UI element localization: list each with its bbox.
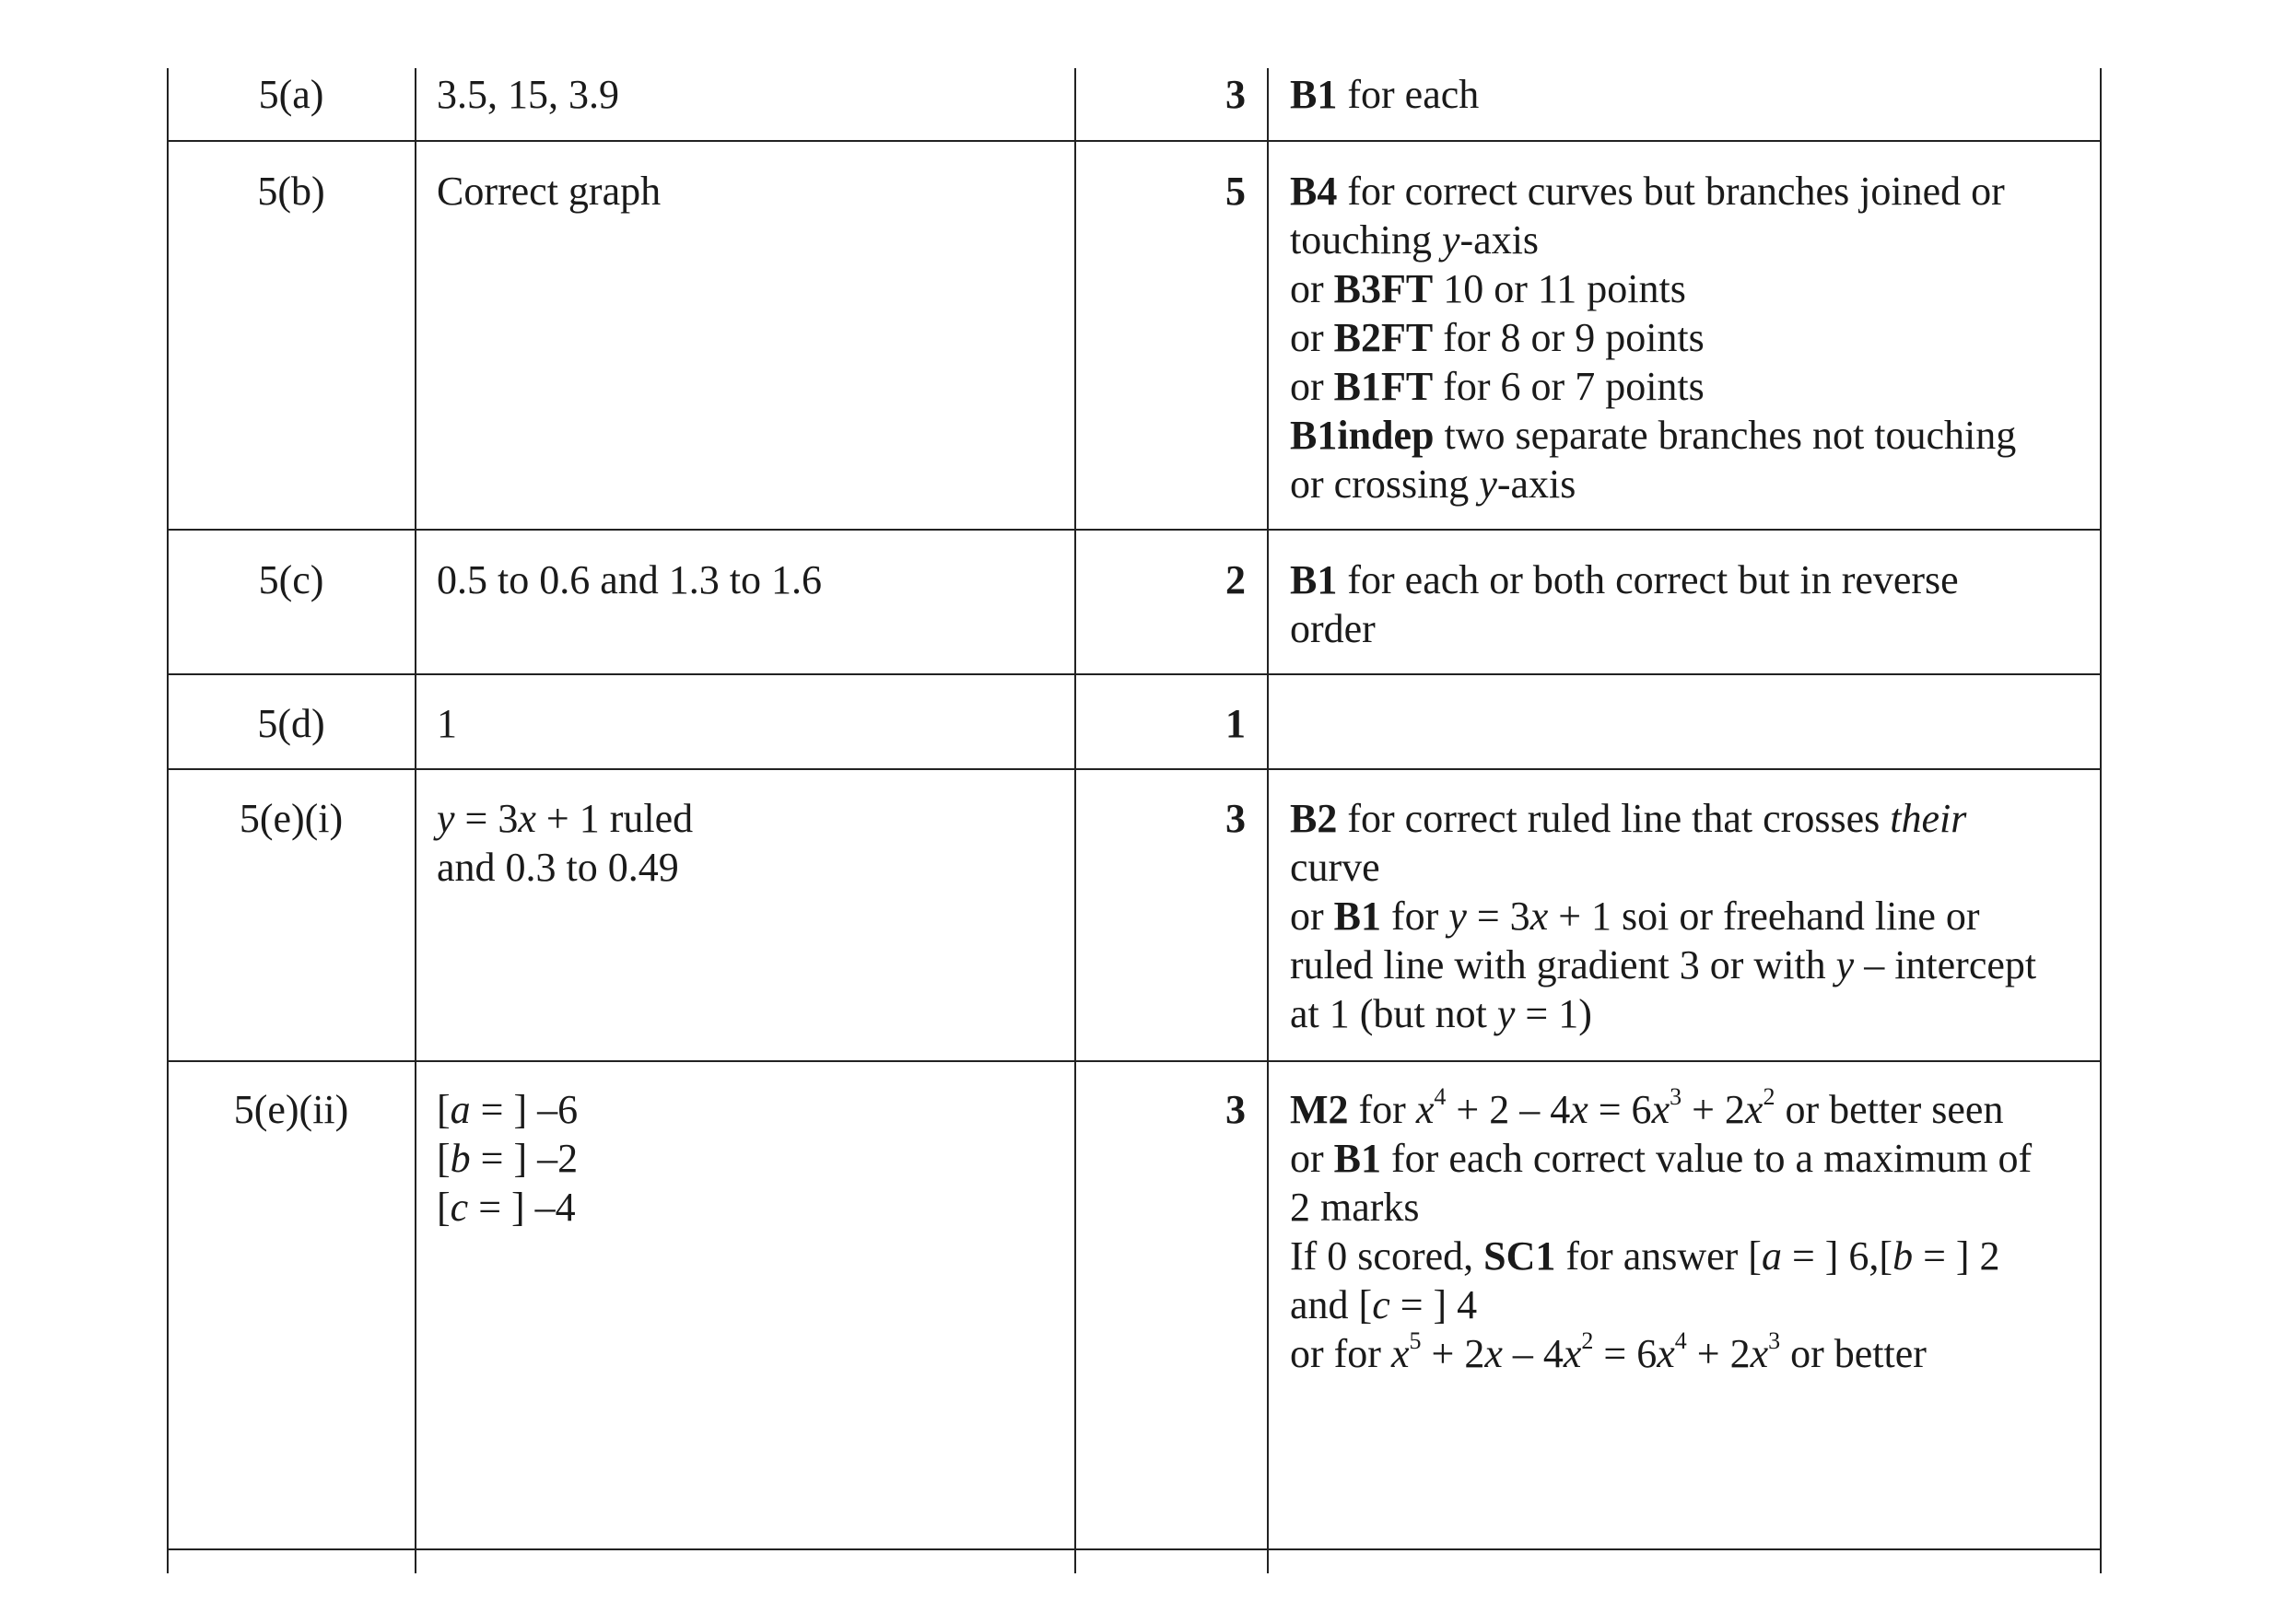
answer: 1: [437, 701, 457, 746]
row-rule: [167, 673, 2102, 675]
guidance-line: or B2FT for 8 or 9 points: [1290, 315, 1705, 360]
answer-line: y = 3x + 1 ruled: [437, 796, 694, 841]
row-rule: [167, 529, 2102, 531]
marks: 5: [1225, 169, 1246, 214]
marks: 3: [1225, 796, 1246, 841]
guidance: [1290, 70, 2092, 119]
guidance: [1290, 794, 2092, 1038]
column-rule: [1267, 68, 1269, 1573]
guidance-line: B4 for correct curves but branches joined or: [1290, 169, 2005, 214]
answer: [437, 1085, 1072, 1232]
guidance-line: touching y-axis: [1290, 217, 1540, 263]
guidance: [1290, 1085, 2092, 1378]
guidance-line: B2 for correct ruled line that crosses their: [1290, 796, 1967, 841]
marks: 3: [1225, 72, 1246, 117]
question-number: 5(e)(ii): [233, 1087, 349, 1132]
row-rule: [167, 768, 2102, 770]
guidance-line: B1 for each or both correct but in reverse: [1290, 557, 1959, 602]
answer: Correct graph: [437, 169, 662, 214]
guidance-line: at 1 (but not y = 1): [1290, 991, 1592, 1036]
answer: [437, 794, 1072, 892]
answer: 0.5 to 0.6 and 1.3 to 1.6: [437, 557, 822, 602]
guidance: [1290, 167, 2092, 508]
guidance-line: or B1 for each correct value to a maximum of: [1290, 1136, 2033, 1181]
answer-line: and 0.3 to 0.49: [437, 845, 679, 890]
guidance-line: or for $x^5 + 2x - 4x^2 = 6x^4 + 2x^3$ or better: [1290, 1327, 1927, 1376]
column-rule: [415, 68, 416, 1573]
guidance-line: curve: [1290, 845, 1380, 890]
guidance-line: If 0 scored, SC1 for answer [a = ] 6,[b = ] 2: [1290, 1233, 2000, 1279]
row-rule: [167, 140, 2102, 142]
question-number: 5(d): [257, 701, 325, 746]
guidance-line: order: [1290, 606, 1376, 651]
question-number: 5(a): [258, 72, 324, 117]
guidance-line: and [c = ] 4: [1290, 1282, 1478, 1327]
guidance-line: or B1FT for 6 or 7 points: [1290, 364, 1705, 409]
row-rule: [167, 1548, 2102, 1550]
guidance-line: or B1 for y = 3x + 1 soi or freehand line or: [1290, 894, 1980, 939]
column-rule: [2100, 68, 2102, 1573]
answer: 3.5, 15, 3.9: [437, 72, 619, 117]
guidance-line: B1 for each: [1290, 72, 1480, 117]
answer-line: [b = ] –2: [437, 1136, 579, 1181]
guidance-line: or crossing y-axis: [1290, 461, 1576, 507]
answer-line: [a = ] –6: [437, 1087, 579, 1132]
marks: 1: [1225, 701, 1246, 746]
row-rule: [167, 1060, 2102, 1062]
answer-line: [c = ] –4: [437, 1185, 576, 1230]
marks: 2: [1225, 557, 1246, 602]
guidance-line: M2 for $x^4 + 2 - 4x = 6x^3 + 2x^2$ or better seen: [1290, 1083, 2004, 1132]
guidance-line: ruled line with gradient 3 or with y – intercept: [1290, 942, 2037, 987]
marks: 3: [1225, 1087, 1246, 1132]
guidance-line: or B3FT 10 or 11 points: [1290, 266, 1686, 311]
guidance: [1290, 555, 2092, 653]
question-number: 5(e)(i): [239, 796, 344, 841]
guidance-line: 2 marks: [1290, 1185, 1420, 1230]
question-number: 5(c): [258, 557, 324, 602]
guidance-line: B1indep two separate branches not touching: [1290, 413, 2017, 458]
question-number: 5(b): [257, 169, 325, 214]
